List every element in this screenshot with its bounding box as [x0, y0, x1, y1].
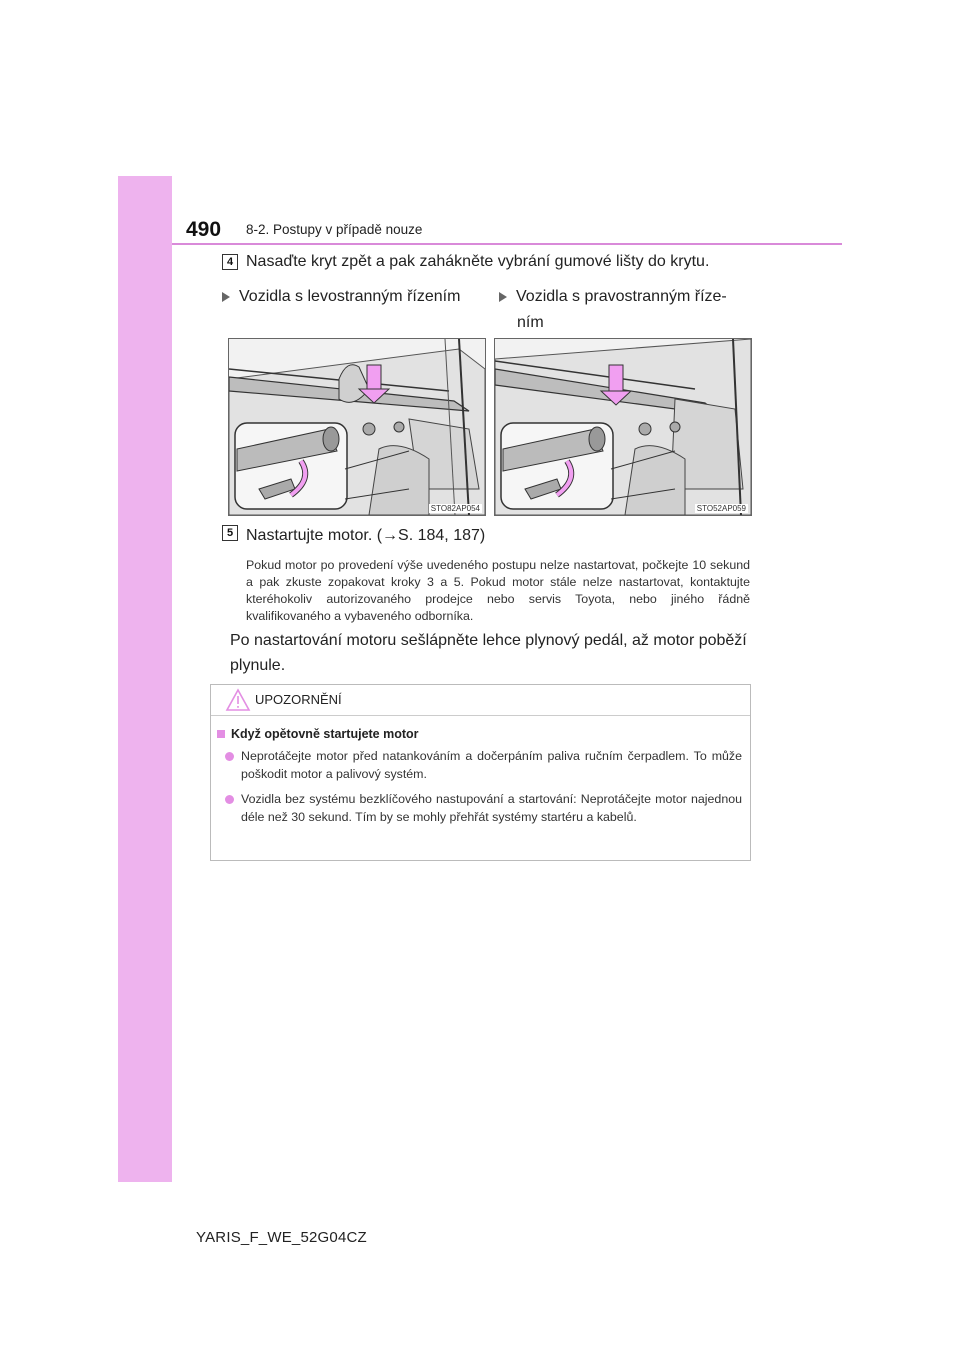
header-divider — [172, 243, 842, 245]
triangle-bullet-icon — [499, 292, 507, 302]
throttle-instruction: Po nastartování motoru sešlápněte lehce plynový pedál, až motor poběží plynule. — [230, 632, 747, 674]
warning-item: Vozidla bez systému bezklíčového nastupování a startování: Neprotáčejte motor najednou déle než 30 sekund. Tím by se mohly přehřát systémy startéru a kabelů. — [225, 791, 742, 826]
chapter-sidebar-tab — [118, 176, 172, 1182]
section-title: 8-2. Postupy v případě nouze — [246, 222, 423, 237]
restart-instructions: Pokud motor po provedení výše uvedeného postupu nelze nastartovat, počkejte 10 sekund a pak zkuste zopakovat kroky 3 a 5. Pokud motor stále nelze nastartovat, kontaktujte kteréhokoliv autorizovaného prodejce nebo servis Toyota, nebo jiného řádně kvalifikovaného a vybaveného odborníka. — [246, 558, 750, 623]
figure-code: STO52AP059 — [696, 504, 746, 513]
triangle-bullet-icon — [222, 292, 230, 302]
round-bullet-icon — [225, 795, 234, 804]
step-5-text: Nastartujte motor. (→S. 184, 187) — [246, 527, 486, 544]
warning-title: Když opětovně startujete motor — [217, 727, 419, 741]
round-bullet-icon — [225, 752, 234, 761]
step-5-number: 5 — [222, 525, 238, 541]
warning-triangle-icon — [225, 688, 251, 712]
step-4-text: Nasaďte kryt zpět a pak zahákněte vybrání gumové lišty do krytu. — [246, 253, 710, 270]
right-column-label: Vozidla s pravostranným říze- ním — [499, 284, 751, 336]
left-column-label: Vozidla s levostranným řízením — [222, 284, 460, 310]
figure-code: STO82AP054 — [430, 504, 480, 513]
warning-item: Neprotáčejte motor před natankováním a dočerpáním paliva ručním čerpadlem. To může poškodit motor a palivový systém. — [225, 748, 742, 783]
warning-header — [211, 685, 750, 716]
figure-right-hand-drive — [494, 338, 752, 516]
warning-label: UPOZORNĚNÍ — [255, 692, 342, 707]
engine-cover-illustration — [495, 339, 751, 515]
square-bullet-icon — [217, 730, 225, 738]
warning-box — [210, 684, 751, 861]
engine-cover-illustration — [229, 339, 485, 515]
document-code: YARIS_F_WE_52G04CZ — [196, 1229, 367, 1246]
step-4-number: 4 — [222, 254, 238, 270]
page-number: 490 — [186, 218, 222, 241]
figure-left-hand-drive — [228, 338, 486, 516]
